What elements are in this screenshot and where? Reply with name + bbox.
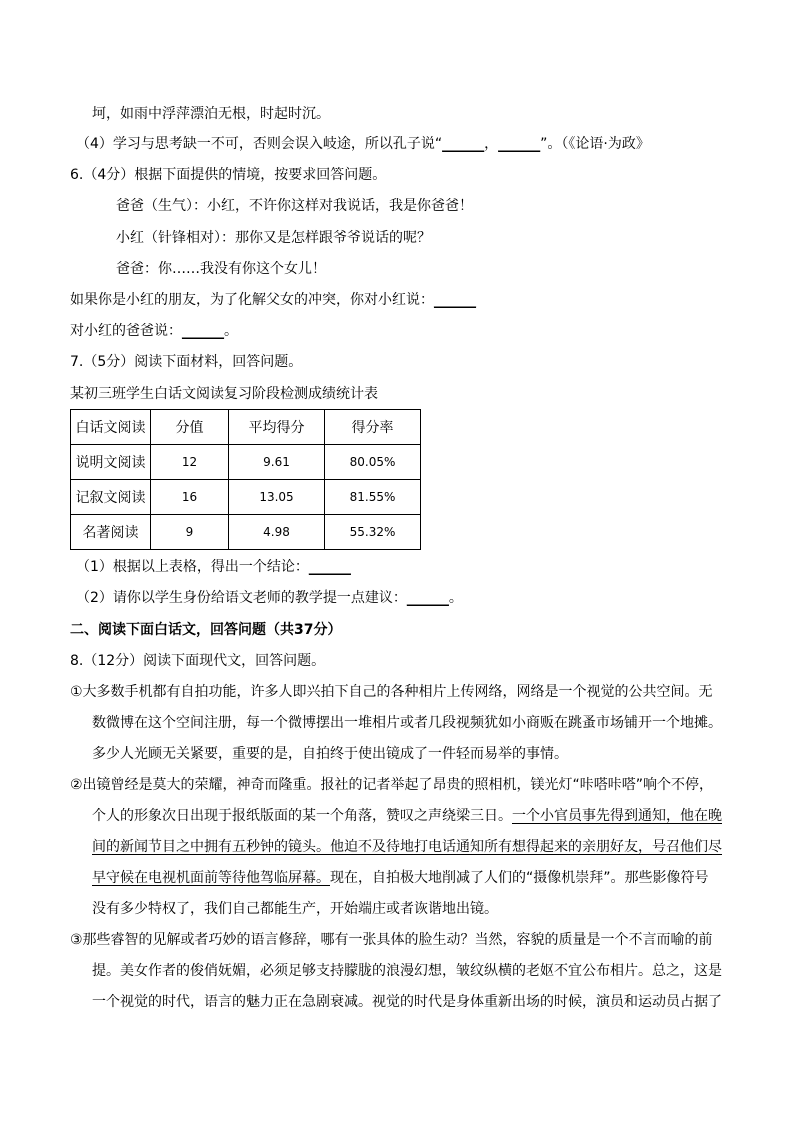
underlined-passage: 一个小官员事先得到通知，他在晚: [512, 808, 722, 824]
paragraph-2-line: ②出镜曾经是莫大的荣耀，神奇而隆重。报社的记者举起了昂贵的照相机，镁光灯“咔嗒咔嗒”响个不停，: [70, 777, 714, 793]
table-cell: 80.05%: [325, 445, 421, 480]
table-cell: 55.32%: [325, 515, 421, 550]
table-cell: 说明文阅读: [71, 445, 151, 480]
table-header-cell: 得分率: [325, 410, 421, 445]
table-cell: 9: [151, 515, 229, 550]
answer-blank: ______: [442, 136, 485, 152]
table-row: [71, 480, 421, 515]
table-caption: 某初三班学生白话文阅读复习阶段检测成绩统计表: [70, 386, 378, 402]
question-7-part-2: （2）请你以学生身份给语文老师的教学提一点建议：______。: [76, 590, 463, 606]
answer-blank: ______: [308, 559, 351, 575]
table-cell: 9.61: [229, 445, 325, 480]
paragraph-2-line: 个人的形象次日出现于报纸版面的某一个角落，赞叹之声绕梁三日。一个小官员事先得到通知，他在晚: [92, 808, 722, 824]
question-6-answer-2: 对小红的爸爸说：______。: [70, 323, 238, 339]
answer-blank: ______: [498, 136, 541, 152]
table-cell: 81.55%: [325, 480, 421, 515]
score-statistics-table: [70, 409, 421, 550]
answer-blank: ______: [406, 590, 449, 606]
question-8-title: 8.（12分）阅读下面现代文，回答问题。: [70, 653, 326, 669]
question-6-title: 6.（4分）根据下面提供的情境，按要求回答问题。: [70, 167, 387, 183]
paragraph-2-line: [92, 837, 722, 857]
answer-blank: ______: [434, 292, 476, 308]
table-cell: 记叙文阅读: [71, 480, 151, 515]
paragraph-2-line: 早守候在电视机面前等待他驾临屏幕。现在，自拍极大地削减了人们的“摄像机崇拜”。那些影像符号: [92, 870, 709, 886]
table-header-cell: 平均得分: [229, 410, 325, 445]
table-cell: 12: [151, 445, 229, 480]
underlined-passage: 早守候在电视机面前等待他驾临屏幕。: [92, 870, 330, 886]
dialogue-line-1: 爸爸（生气）：小红，不许你这样对我说话，我是你爸爸！: [116, 198, 473, 214]
paragraph-1-line: 多少人光顾无关紧要，重要的是，自拍终于使出镜成了一件轻而易举的事情。: [92, 746, 568, 762]
paragraph-1-line: 数微博在这个空间注册，每一个微博摆出一堆相片或者几段视频犹如小商贩在跳蚤市场铺开一个地摊。: [92, 715, 722, 731]
paragraph-3-line: ③那些睿智的见解或者巧妙的语言修辞，哪有一张具体的脸生动？当然，容貌的质量是一个不言而喻的前: [70, 932, 713, 948]
table-row: [71, 515, 421, 550]
paragraph-3-line: 提。美女作者的俊俏妩媚，必须足够支持朦胧的浪漫幻想，皱纹纵横的老妪不宜公布相片。总之，这是: [92, 963, 722, 979]
table-cell: 名著阅读: [71, 515, 151, 550]
question-5-part-4: （4）学习与思考缺一不可，否则会误入岐途，所以孔子说“______，______”。（《论语·为政》: [76, 136, 650, 152]
table-cell: 4.98: [229, 515, 325, 550]
section-2-heading: 二、阅读下面白话文，回答问题（共37分）: [70, 622, 342, 638]
table-header-row: [71, 410, 421, 445]
dialogue-line-2: 小红（针锋相对）：那你又是怎样跟爷爷说话的呢？: [116, 230, 431, 246]
answer-blank: ______: [182, 323, 224, 339]
paragraph-3-line: 一个视觉的时代，语言的魅力正在急剧衰减。视觉的时代是身体重新出场的时候，演员和运动员占据了: [92, 994, 722, 1010]
table-cell: 16: [151, 480, 229, 515]
question-7-title: 7.（5分）阅读下面材料，回答问题。: [70, 354, 303, 370]
table-header-cell: 白话文阅读: [71, 410, 151, 445]
paragraph-1-line: ①大多数手机都有自拍功能，许多人即兴拍下自己的各种相片上传网络，网络是一个视觉的公共空间。无: [70, 684, 713, 700]
underlined-passage: 间的新闻节目之中拥有五秒钟的镜头。他迫不及待地打电话通知所有想得起来的亲朋好友，号召他们尽: [92, 839, 722, 855]
question-6-answer-1: 如果你是小红的朋友，为了化解父女的冲突，你对小红说：______: [70, 292, 476, 308]
table-header-cell: 分值: [151, 410, 229, 445]
text-line-continuation: 坷，如雨中浮萍漂泊无根，时起时沉。: [92, 106, 330, 122]
question-7-part-1: （1）根据以上表格，得出一个结论：______: [76, 559, 351, 575]
table-cell: 13.05: [229, 480, 325, 515]
paragraph-2-line: 没有多少特权了，我们自己都能生产，开始端庄或者诙谐地出镜。: [92, 901, 498, 917]
table-row: [71, 445, 421, 480]
dialogue-line-3: 爸爸：你……我没有你这个女儿！: [116, 261, 326, 277]
